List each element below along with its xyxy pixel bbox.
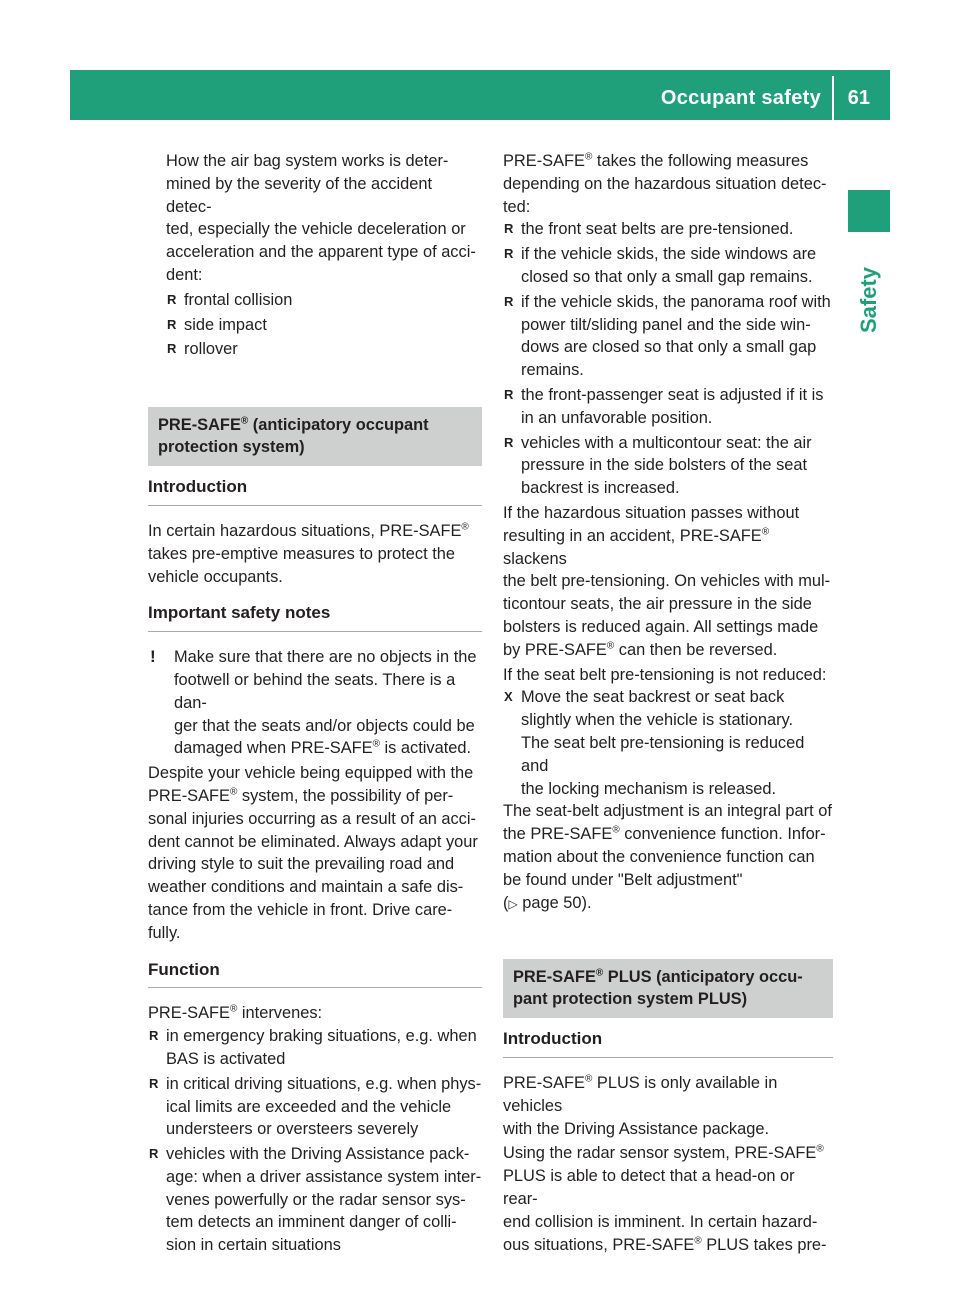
text-line: Make sure that there are no objects in the — [174, 648, 477, 667]
registered-mark: ® — [612, 824, 620, 836]
text-line: pressure in the side bolsters of the seat — [521, 456, 808, 475]
heading-text: (anticipatory occupant — [248, 416, 429, 435]
subheading-introduction: Introduction — [148, 476, 482, 506]
belt-adjustment-paragraph — [503, 800, 833, 915]
intro-paragraph — [148, 520, 482, 588]
text-line: X Move the seat backrest or seat back — [521, 688, 785, 707]
text-line: R in emergency braking situations, e.g. when — [166, 1027, 477, 1046]
heading-text: PLUS (anticipatory occu- — [603, 968, 803, 987]
text-line: closed so that only a small gap remains. — [521, 267, 813, 286]
registered-mark: ® — [761, 526, 770, 538]
text-line: footwell or behind the seats. There is a dan- — [174, 670, 456, 712]
text-line: R in critical driving situations, e.g. when phys- — [166, 1074, 482, 1093]
text-line: The seat-belt adjustment is an integral part of — [503, 802, 832, 821]
registered-mark: ® — [584, 151, 593, 163]
text-line: How the air bag system works is deter- — [166, 152, 449, 170]
text-line: convenience function. Infor- — [619, 825, 826, 844]
right-column — [503, 150, 833, 1256]
text-line: slightly when the vehicle is stationary. — [521, 711, 794, 730]
not-reduced-line: If the seat belt pre-tensioning is not reduced: — [503, 665, 827, 684]
text-line: PRE-SAFE — [148, 1004, 230, 1023]
text-line: can then be reversed. — [614, 640, 778, 659]
chapter-tab — [848, 250, 890, 350]
airbag-paragraph — [148, 150, 482, 287]
text-line: remains. — [521, 361, 584, 380]
text-line: intervenes: — [237, 1004, 323, 1023]
text-line: age: when a driver assistance system inter- — [166, 1167, 482, 1186]
text-line: ger that the seats and/or objects could be — [174, 716, 475, 735]
heading-text: PRE-SAFE — [513, 968, 596, 987]
radar-paragraph — [503, 1142, 833, 1256]
text-line: PRE-SAFE — [148, 786, 230, 805]
text-line: understeers or oversteers severely — [166, 1120, 419, 1139]
text-line: page 50). — [517, 893, 592, 912]
text-line: dent: — [166, 265, 203, 284]
registered-mark: ® — [816, 1144, 824, 1156]
text-line: takes the following measures — [592, 152, 809, 170]
text-line: be found under "Belt adjustment" — [503, 870, 743, 889]
text-line: in an unfavorable position. — [521, 408, 713, 427]
text-line: ous situations, PRE-SAFE — [503, 1235, 695, 1254]
text-line: backrest is increased. — [521, 479, 680, 498]
warning-note — [148, 646, 482, 760]
list-item — [503, 384, 833, 430]
text-line: ted, especially the vehicle deceleration or — [166, 220, 466, 239]
text-line: driving style to suit the prevailing road and — [148, 855, 455, 874]
page-ref-arrow-icon: ▷ — [508, 896, 518, 911]
text-line: mined by the severity of the accident detec- — [166, 174, 433, 216]
text-line: PLUS is only available in vehicles — [503, 1074, 778, 1115]
registered-mark: ® — [461, 521, 469, 533]
text-line: mation about the convenience function can — [503, 847, 815, 866]
list-item: R rollover — [166, 338, 482, 361]
registered-mark: ® — [229, 786, 238, 798]
text-line: PLUS takes pre- — [701, 1235, 827, 1254]
text-line: dent cannot be eliminated. Always adapt your — [148, 832, 478, 851]
subheading-function: Function — [148, 959, 482, 989]
text-line: ticontour seats, the air pressure in the side — [503, 595, 812, 614]
text-line: ted: — [503, 197, 531, 216]
text-line: ( — [503, 893, 509, 912]
plus-availability-paragraph — [503, 1072, 833, 1140]
text-line: with the Driving Assistance package. — [503, 1119, 770, 1138]
registered-mark: ® — [694, 1235, 702, 1247]
text-line: PRE-SAFE — [503, 1074, 585, 1093]
text-line: PRE-SAFE — [503, 152, 585, 170]
heading-text: protection system) — [158, 438, 305, 457]
text-line: the belt pre-tensioning. On vehicles with mul- — [503, 572, 831, 591]
function-intro — [148, 1002, 482, 1025]
list-item — [503, 218, 833, 241]
text-line: weather conditions and maintain a safe dis- — [148, 878, 464, 897]
text-line: is activated. — [379, 739, 472, 758]
registered-mark: ® — [584, 1073, 593, 1085]
text-line: takes pre-emptive measures to protect the — [148, 544, 456, 563]
text-line: the PRE-SAFE — [503, 825, 613, 844]
list-item — [148, 1143, 482, 1257]
text-line: by PRE-SAFE — [503, 640, 607, 659]
text-line: bolsters is reduced again. All settings made — [503, 617, 819, 636]
text-line: Despite your vehicle being equipped with the — [148, 764, 474, 783]
subheading-safety-notes: Important safety notes — [148, 602, 482, 632]
list-item — [503, 243, 833, 289]
chapter-label: Safety — [856, 266, 881, 334]
text-line: R vehicles with a multicontour seat: the air — [521, 433, 812, 452]
text-line: power tilt/sliding panel and the side win- — [521, 315, 811, 334]
text-line: fully. — [148, 923, 181, 942]
text-line: resulting in an accident, PRE-SAFE — [503, 526, 762, 545]
text-line: venes powerfully or the radar sensor sys- — [166, 1190, 466, 1209]
list-item: R side impact — [166, 314, 482, 337]
warning-icon: ! — [150, 647, 156, 667]
text-line: R the front seat belts are pre-tensioned. — [521, 220, 794, 239]
header-bar — [70, 70, 890, 120]
page-reference-link[interactable] — [503, 892, 833, 916]
text-line: depending on the hazardous situation detec- — [503, 174, 827, 193]
text-line: R vehicles with the Driving Assistance pack- — [166, 1145, 470, 1164]
registered-mark: ® — [240, 415, 249, 427]
list-item — [148, 1025, 482, 1071]
text-line: system, the possibility of per- — [237, 786, 454, 805]
text-line: If the hazardous situation passes without — [503, 503, 800, 522]
section-heading-box — [503, 959, 833, 1018]
registered-mark: ® — [595, 967, 604, 979]
text-line: R if the vehicle skids, the side windows are — [521, 245, 817, 264]
section-title: Occupant safety — [660, 87, 821, 109]
text-line: tem detects an imminent danger of colli- — [166, 1213, 457, 1232]
collision-list — [166, 289, 482, 361]
text-line: R the front-passenger seat is adjusted if it is — [521, 385, 824, 404]
text-line: acceleration and the apparent type of acci- — [166, 243, 476, 262]
list-item — [503, 432, 833, 500]
text-line: vehicle occupants. — [148, 567, 283, 586]
instruction-step — [503, 686, 833, 800]
text-line: slackens — [503, 549, 567, 568]
text-line: BAS is activated — [166, 1049, 286, 1068]
text-line: the locking mechanism is released. — [521, 779, 777, 798]
heading-text: pant protection system PLUS) — [513, 990, 748, 1009]
chapter-marker — [848, 190, 890, 232]
text-line: In certain hazardous situations, PRE-SAFE — [148, 521, 462, 540]
text-line: sion in certain situations — [166, 1236, 341, 1255]
text-line: damaged when PRE-SAFE — [174, 739, 373, 758]
measures-intro — [503, 150, 833, 218]
heading-text: PRE-SAFE — [158, 416, 241, 435]
registered-mark: ® — [229, 1003, 238, 1015]
subheading-introduction: Introduction — [503, 1028, 833, 1058]
registered-mark: ® — [372, 738, 380, 750]
list-item — [503, 291, 833, 382]
registered-mark: ® — [606, 640, 615, 652]
section-heading-box — [148, 407, 482, 466]
text-line: Using the radar sensor system, PRE-SAFE — [503, 1144, 817, 1163]
list-item — [148, 1073, 482, 1141]
text-line: The seat belt pre-tensioning is reduced and — [521, 733, 805, 775]
page-number: 61 — [847, 87, 870, 109]
header-divider — [832, 76, 834, 120]
text-line: dows are closed so that only a small gap — [521, 338, 817, 357]
text-line: sonal injuries occurring as a result of an acci- — [148, 809, 476, 828]
text-line: R if the vehicle skids, the panorama roof with — [521, 292, 831, 311]
text-line: ical limits are exceeded and the vehicle — [166, 1097, 452, 1116]
text-line: tance from the vehicle in front. Drive care- — [148, 900, 453, 919]
despite-paragraph — [148, 762, 482, 944]
text-line: end collision is imminent. In certain hazard- — [503, 1212, 818, 1231]
list-item: R frontal collision — [166, 289, 482, 312]
left-column — [148, 150, 482, 1259]
text-line: PLUS is able to detect that a head-on or rear- — [503, 1167, 795, 1209]
passes-paragraph — [503, 502, 833, 662]
